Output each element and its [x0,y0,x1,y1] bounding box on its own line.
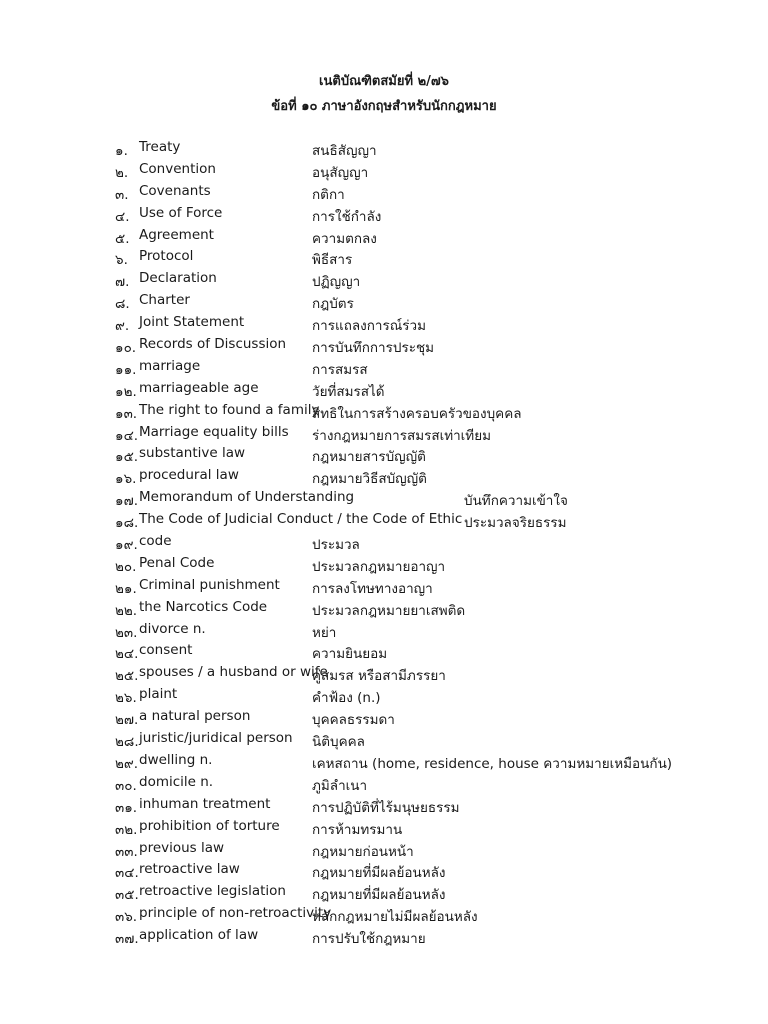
entry-number: ๒. [115,164,129,181]
entry-thai-term: กฎบัตร [312,296,354,313]
entry-thai-term: กฎหมายก่อนหน้า [312,843,414,860]
entry-thai-term: ประมวลจริยธรรม [464,515,567,532]
entry-number: ๑๘. [115,515,139,532]
entry-thai-term: หย่า [312,624,337,641]
entry-thai-term: เคหสถาน (home, residence, house ความหมายเหมือนกัน) [312,755,673,772]
list-item [0,465,768,487]
entry-thai-term: บุคคลธรรมดา [312,712,395,729]
entry-thai-term: วัยที่สมรสได้ [312,383,385,400]
entry-english-term: marriage [139,357,201,374]
list-item [0,838,768,860]
entry-english-term: inhuman treatment [139,795,271,812]
entry-thai-term: สนธิสัญญา [312,143,377,159]
list-item [0,509,768,531]
entry-english-term: divorce n. [139,620,206,637]
entry-thai-term: กฎหมายวิธีสบัญญัติ [312,471,427,488]
list-item [0,181,768,203]
entry-number: ๓๒. [115,821,138,838]
entry-number: ๒๖. [115,690,137,707]
entry-number: ๓. [115,186,129,203]
entry-thai-term: ร่างกฎหมายการสมรสเท่าเทียม [312,427,492,444]
entry-number: ๕. [115,230,130,247]
entry-number: ๑๙. [115,537,138,554]
entry-thai-term: พิธีสาร [312,252,353,269]
list-item [0,356,768,378]
entry-number: ๑๓. [115,405,138,422]
entry-english-term: spouses / a husband or wife [139,664,328,681]
entry-english-term: Marriage equality bills [139,423,289,440]
list-item [0,684,768,706]
entry-english-term: procedural law [139,467,239,484]
entry-english-term: Joint Statement [139,314,245,331]
entry-thai-term: การปฏิบัติที่ไร้มนุษยธรรม [312,799,460,816]
entry-number: ๑๐. [115,340,137,357]
entry-thai-term: ภูมิลำเนา [312,777,368,794]
entry-number: ๒๙. [115,755,139,772]
entry-english-term: Covenants [139,182,211,199]
entry-english-term: prohibition of torture [139,817,280,834]
entry-number: ๑. [115,143,128,159]
entry-number: ๔. [115,208,130,225]
list-item [0,597,768,619]
list-item [0,640,768,662]
entry-thai-term: สิทธิในการสร้างครอบครัวของบุคคล [312,405,522,422]
entry-thai-term: อนุสัญญา [312,164,369,181]
list-item [0,794,768,816]
entry-english-term: dwelling n. [139,751,213,768]
entry-number: ๖. [115,252,128,269]
list-item [0,334,768,356]
list-item [0,378,768,400]
entry-number: ๒๐. [115,558,137,575]
list-item [0,203,768,225]
entry-english-term: Protocol [139,248,194,265]
entry-thai-term: ประมวลกฎหมายอาญา [312,558,446,575]
entry-english-term: juristic/juridical person [139,730,293,747]
entry-thai-term: การปรับใช้กฎหมาย [312,931,426,948]
entry-english-term: domicile n. [139,773,214,790]
list-item [0,662,768,684]
list-item [0,312,768,334]
entry-number: ๑๑. [115,361,137,378]
entry-english-term: Criminal punishment [139,576,280,593]
entry-english-term: retroactive law [139,861,240,878]
entry-english-term: previous law [139,839,225,856]
entry-thai-term: หลักกฎหมายไม่มีผลย้อนหลัง [312,909,478,926]
entry-number: ๗. [115,274,130,291]
entry-english-term: Use of Force [139,204,223,221]
entry-english-term: consent [139,642,193,659]
entry-thai-term: บันทึกความเข้าใจ [464,493,568,510]
entry-english-term: the Narcotics Code [139,598,268,615]
entry-thai-term: กฎหมายสารบัญญัติ [312,449,426,466]
entry-number: ๓๑. [115,799,138,816]
entry-number: ๒๓. [115,624,138,641]
entry-english-term: Treaty [139,139,181,155]
entry-thai-term: ประมวลกฎหมายยาเสพติด [312,602,466,619]
list-item [0,290,768,312]
entry-thai-term: การห้ามทรมาน [312,821,403,838]
document-title: เนติบัณฑิตสมัยที่ ๒/๗๖ [319,74,449,89]
entry-english-term: marriageable age [139,379,259,396]
entry-english-term: principle of non-retroactivity [139,905,332,922]
entry-number: ๑๒. [115,383,137,400]
entry-thai-term: ปฏิญญา [312,274,361,291]
entry-number: ๓๗. [115,931,139,948]
entry-thai-term: คู่สมรส หรือสามีภรรยา [312,668,446,685]
list-item [0,706,768,728]
entry-thai-term: กติกา [312,186,345,203]
list-item [0,859,768,881]
list-item [0,422,768,444]
entry-english-term: Agreement [139,226,214,243]
entry-number: ๑๗. [115,493,139,510]
list-item [0,553,768,575]
list-item [0,903,768,925]
entry-thai-term: กฎหมายที่มีผลย้อนหลัง [312,887,446,904]
entry-english-term: Declaration [139,270,217,287]
entry-thai-term: การสมรส [312,361,368,378]
list-item [0,816,768,838]
entry-number: ๓๐. [115,777,137,794]
list-item [0,400,768,422]
entry-number: ๒๘. [115,734,139,751]
entry-thai-term: การบันทึกการประชุม [312,340,435,357]
entry-english-term: The right to found a family [139,401,320,418]
entry-english-term: substantive law [139,445,246,462]
entry-number: ๑๖. [115,471,137,488]
entry-number: ๓๖. [115,909,138,926]
list-item [0,268,768,290]
list-item [0,443,768,465]
entry-thai-term: ประมวล [312,537,360,554]
entry-number: ๒๒. [115,602,138,619]
list-item [0,159,768,181]
entry-thai-term: ความยินยอม [312,646,388,663]
entry-number: ๑๕. [115,449,139,466]
entry-thai-term: การลงโทษทางอาญา [312,580,433,597]
list-item [0,575,768,597]
entry-english-term: plaint [139,686,178,703]
entry-thai-term: คำฟ้อง (n.) [312,690,381,707]
entry-english-term: a natural person [139,708,251,725]
list-item [0,750,768,772]
list-item [0,619,768,641]
list-item [0,531,768,553]
entry-english-term: Penal Code [139,554,215,571]
entry-number: ๒๗. [115,712,139,729]
entry-english-term: Memorandum of Understanding [139,489,355,506]
entry-english-term: code [139,533,172,550]
entry-english-term: Charter [139,292,190,309]
entry-thai-term: การแถลงการณ์ร่วม [312,318,427,335]
entry-thai-term: นิติบุคคล [312,734,365,751]
entry-english-term: retroactive legislation [139,883,286,900]
entry-thai-term: ความตกลง [312,230,377,247]
entry-number: ๙. [115,318,130,335]
list-item [0,728,768,750]
list-item [0,137,768,159]
list-item [0,772,768,794]
document-subtitle: ข้อที่ ๑๐ ภาษาอังกฤษสำหรับนักกฎหมาย [271,99,497,114]
list-item [0,881,768,903]
list-item [0,487,768,509]
list-item [0,925,768,947]
entry-thai-term: การใช้กำลัง [312,208,382,225]
entry-english-term: The Code of Judicial Conduct / the Code of Ethic [139,511,463,528]
entry-number: ๘. [115,296,130,313]
entry-english-term: application of law [139,927,259,944]
list-item [0,225,768,247]
entry-english-term: Convention [139,160,216,177]
entry-number: ๓๓. [115,843,138,860]
entry-number: ๒๔. [115,646,139,663]
entry-number: ๓๔. [115,865,139,882]
entry-number: ๒๕. [115,668,139,685]
entry-number: ๒๑. [115,580,137,597]
entry-number: ๓๕. [115,887,139,904]
entry-number: ๑๔. [115,427,139,444]
entry-english-term: Records of Discussion [139,336,287,353]
entry-thai-term: กฎหมายที่มีผลย้อนหลัง [312,865,446,882]
list-item [0,246,768,268]
vocabulary-list [0,137,768,947]
